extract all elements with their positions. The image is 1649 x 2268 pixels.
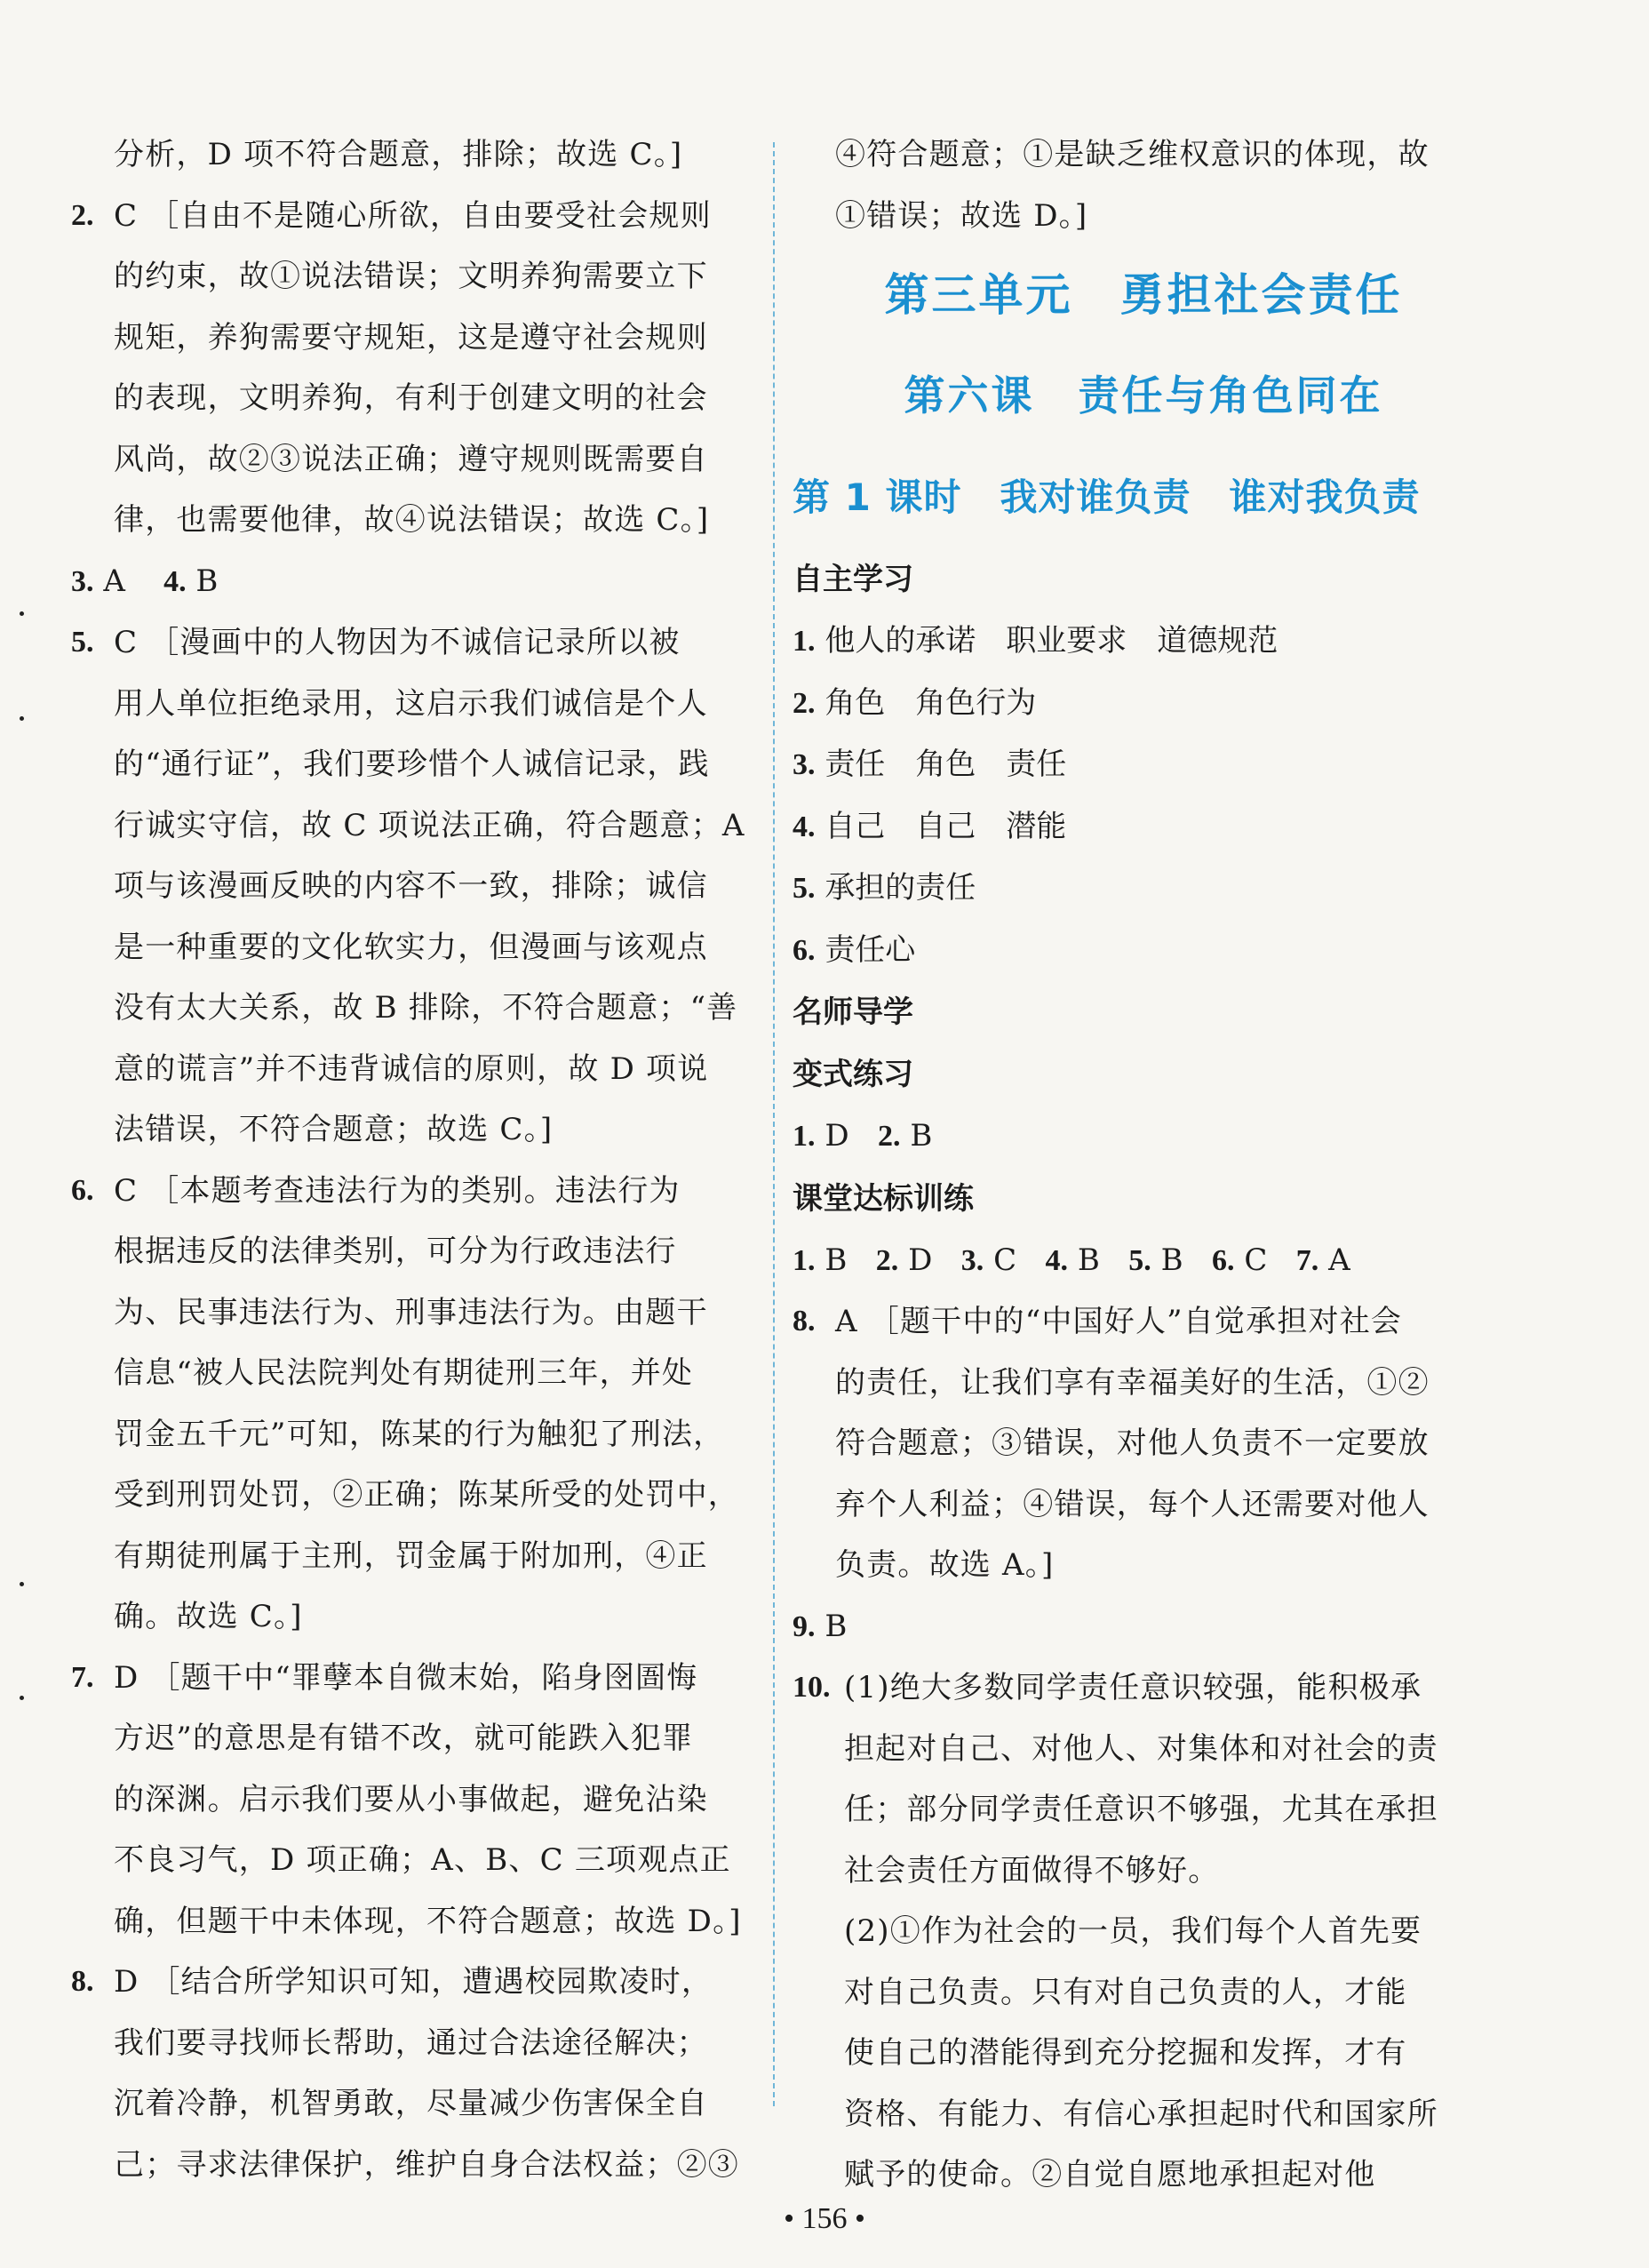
item-number: 2. — [875, 1243, 899, 1277]
answer-value: B — [910, 1118, 933, 1154]
item-number: 3. — [71, 564, 94, 598]
answer-value: D — [908, 1242, 933, 1278]
item-number: 8. — [71, 1965, 94, 1998]
item-number: 5. — [71, 626, 94, 659]
answer-line: C ［漫画中的人物因为不诚信记录所以被 — [114, 625, 681, 660]
answer-line: (2)①作为社会的一员，我们每个人首先要 — [844, 1913, 1422, 1949]
left-column — [71, 124, 757, 2195]
answer-line: 的“通行证”，我们要珍惜个人诚信记录，践 — [114, 747, 710, 782]
answer-line: 规矩，养狗需要守规矩，这是遵守社会规则 — [114, 319, 708, 355]
self-study-item — [793, 673, 1494, 735]
answer-line: 不良习气，D 项正确；A、B、C 三项观点正 — [114, 1842, 731, 1878]
continued-text: ①错误；故选 D。] — [835, 197, 1088, 234]
answer-item-2 — [71, 186, 757, 551]
self-study-item — [793, 734, 1494, 796]
answer-line: 的约束，故①说法错误；文明养狗需要立下 — [114, 259, 708, 294]
answer-line: 法错误，不符合题意；故选 C。] — [114, 1112, 554, 1147]
answer-value: C — [1244, 1242, 1268, 1278]
item-number: 1. — [793, 625, 816, 658]
item-number: 5. — [1128, 1243, 1151, 1277]
answer-line: 确，但题干中未体现，不符合题意；故选 D。] — [114, 1903, 742, 1939]
answer-line: 符合题意；③错误，对他人负责不一定要放 — [835, 1425, 1430, 1461]
answer-line: 根据违反的法律类别，可分为行政违法行 — [114, 1234, 677, 1269]
answer-value: A — [103, 563, 125, 599]
answer-line: 负责。故选 A。] — [835, 1547, 1055, 1583]
answer-line: (1)绝大多数同学责任意识较强，能积极承 — [844, 1670, 1422, 1705]
answer-line: C ［自由不是随心所欲，自由要受社会规则 — [114, 197, 712, 234]
item-number: 6. — [71, 1173, 94, 1207]
answer-line: 受到刑罚处罚，②正确；陈某所受的处罚中， — [114, 1477, 739, 1513]
item-number: 4. — [1045, 1243, 1069, 1277]
answer-value: D — [824, 1118, 849, 1154]
answer-value: 责任 角色 责任 — [824, 747, 1067, 782]
answer-value: 责任心 — [824, 931, 916, 968]
section-heading-class-training: 课堂达标训练 — [793, 1180, 974, 1217]
item-number: 10. — [793, 1671, 831, 1704]
answer-line: 资格、有能力、有信心承担起时代和国家所 — [844, 2096, 1438, 2132]
self-study-item — [793, 611, 1494, 673]
answer-item-5 — [71, 612, 757, 1161]
item-number: 3. — [793, 748, 816, 781]
item-number: 1. — [793, 1120, 816, 1153]
answer-line: 项与该漫画反映的内容不一致，排除；诚信 — [114, 868, 708, 904]
answer-value: C — [993, 1242, 1017, 1278]
answer-value: B — [824, 1242, 848, 1278]
section-heading-self-study: 自主学习 — [793, 562, 913, 597]
right-column — [793, 124, 1494, 2206]
answer-line: 我们要寻找师长帮助，通过合法途径解决； — [114, 2024, 708, 2061]
item-number: 3. — [960, 1243, 984, 1277]
item-number: 2. — [793, 686, 816, 720]
item-number: 6. — [1212, 1243, 1235, 1277]
answer-value: B — [1077, 1242, 1100, 1278]
answer-line: 有期徒刑属于主刑，罚金属于附加刑，④正 — [114, 1537, 708, 1574]
column-divider — [773, 142, 775, 2106]
answer-line: 信息“被人民法院判处有期徒刑三年，并处 — [114, 1355, 694, 1391]
answer-line: 对自己负责。只有对自己负责的人，才能 — [844, 1974, 1407, 2010]
answer-line: 社会责任方面做得不够好。 — [844, 1852, 1220, 1889]
answer-line: 己；寻求法律保护，维护自身合法权益；②③ — [114, 2146, 739, 2183]
answer-line: 沉着冷静，机智勇敢，尽量减少伤害保全自 — [114, 2086, 708, 2121]
item-number: 4. — [163, 564, 187, 598]
item-number: 2. — [71, 198, 94, 232]
answer-line: 的深渊。启示我们要从小事做起，避免沾染 — [114, 1781, 708, 1817]
answer-line: 是一种重要的文化软实力，但漫画与该观点 — [114, 929, 708, 965]
answer-line: 方迟”的意思是有错不改，就可能跌入犯罪 — [114, 1721, 694, 1756]
answer-line: 用人单位拒绝录用，这启示我们诚信是个人 — [114, 685, 708, 722]
answer-item-7 — [71, 1648, 757, 1953]
section-heading-variant: 变式练习 — [793, 1057, 913, 1092]
answer-line: 确。故选 C。] — [114, 1599, 303, 1634]
answer-item-6 — [71, 1161, 757, 1648]
answer-line: 为、民事违法行为、刑事违法行为。由题干 — [114, 1294, 708, 1330]
answer-item-8 — [71, 1952, 757, 2195]
answer-line: 担起对自己、对他人、对集体和对社会的责 — [844, 1730, 1438, 1767]
answer-line: C ［本题考查违法行为的类别。违法行为 — [114, 1172, 681, 1209]
answer-value: 他人的承诺 职业要求 道德规范 — [824, 623, 1279, 659]
item-number: 6. — [793, 933, 816, 967]
answer-line: 的责任，让我们享有幸福美好的生活，①② — [835, 1364, 1430, 1401]
item-number: 9. — [793, 1609, 816, 1643]
answer-line: 风尚，故②③说法正确；遵守规则既需要自 — [114, 441, 708, 477]
answer-item-9-right — [793, 1596, 1494, 1658]
margin-dot — [20, 1696, 24, 1700]
answer-value: 角色 角色行为 — [824, 684, 1037, 721]
margin-dot — [20, 611, 24, 616]
answer-item-3-4 — [71, 551, 757, 613]
self-study-item — [793, 796, 1494, 858]
self-study-item — [793, 920, 1494, 982]
page-number: • 156 • — [784, 2202, 865, 2235]
answer-line: A ［题干中的“中国好人”自觉承担对社会 — [835, 1304, 1403, 1339]
item-number: 1. — [793, 1243, 816, 1277]
answer-line: 任；部分同学责任意识不够强，尤其在承担 — [844, 1792, 1438, 1827]
continued-text: 分析，D 项不符合题意，排除；故选 C。] — [114, 137, 683, 172]
answer-line: D ［结合所学知识可知，遭遇校园欺凌时， — [114, 1964, 713, 2000]
section-heading-guide: 名师导学 — [793, 994, 913, 1030]
answer-line: 使自己的潜能得到充分挖掘和发挥，才有 — [844, 2035, 1407, 2071]
answer-line: 的表现，文明养狗，有利于创建文明的社会 — [114, 380, 708, 416]
lesson-title: 第六课 责任与角色同在 — [904, 371, 1383, 419]
item-number: 8. — [793, 1305, 816, 1338]
variant-answers — [793, 1106, 1494, 1168]
answer-line: 行诚实守信，故 C 项说法正确，符合题意；A — [114, 807, 745, 843]
answer-value: B — [195, 563, 219, 599]
answer-line: D ［题干中“罪孽本自微末始，陷身囹圄悔 — [114, 1659, 698, 1696]
item-number: 2. — [878, 1120, 901, 1153]
answer-line: 赋予的使命。②自觉自愿地承担起对他 — [844, 2157, 1376, 2192]
margin-dot — [20, 716, 24, 721]
answer-line: 没有太大关系，故 B 排除，不符合题意；“善 — [114, 990, 738, 1026]
margin-dot — [20, 1582, 24, 1586]
continued-text: ④符合题意；①是缺乏维权意识的体现，故 — [835, 137, 1430, 172]
answer-value: A — [1328, 1242, 1350, 1278]
item-number: 7. — [1295, 1243, 1319, 1277]
answer-value: B — [824, 1608, 848, 1644]
period-title: 第 1 课时 我对谁负责 谁对我负责 — [793, 475, 1421, 519]
item-number: 4. — [793, 810, 816, 843]
item-number: 7. — [71, 1660, 94, 1694]
answer-value: B — [1160, 1242, 1183, 1278]
self-study-item — [793, 858, 1494, 920]
class-answers — [793, 1230, 1494, 1292]
unit-title: 第三单元 勇担社会责任 — [884, 269, 1403, 321]
answer-value: 自己 自己 潜能 — [824, 808, 1067, 844]
answer-value: 承担的责任 — [824, 870, 976, 906]
answer-item-10-right — [793, 1657, 1494, 2206]
item-number: 5. — [793, 872, 816, 905]
answer-line: 意的谎言”并不违背诚信的原则，故 D 项说 — [114, 1050, 709, 1087]
answer-line: 弃个人利益；④错误，每个人还需要对他人 — [835, 1486, 1430, 1522]
answer-item-8-right — [793, 1291, 1494, 1596]
answer-line: 律，也需要他律，故④说法错误；故选 C。] — [114, 502, 710, 538]
answer-line: 罚金五千元”可知，陈某的行为触犯了刑法， — [114, 1416, 725, 1452]
